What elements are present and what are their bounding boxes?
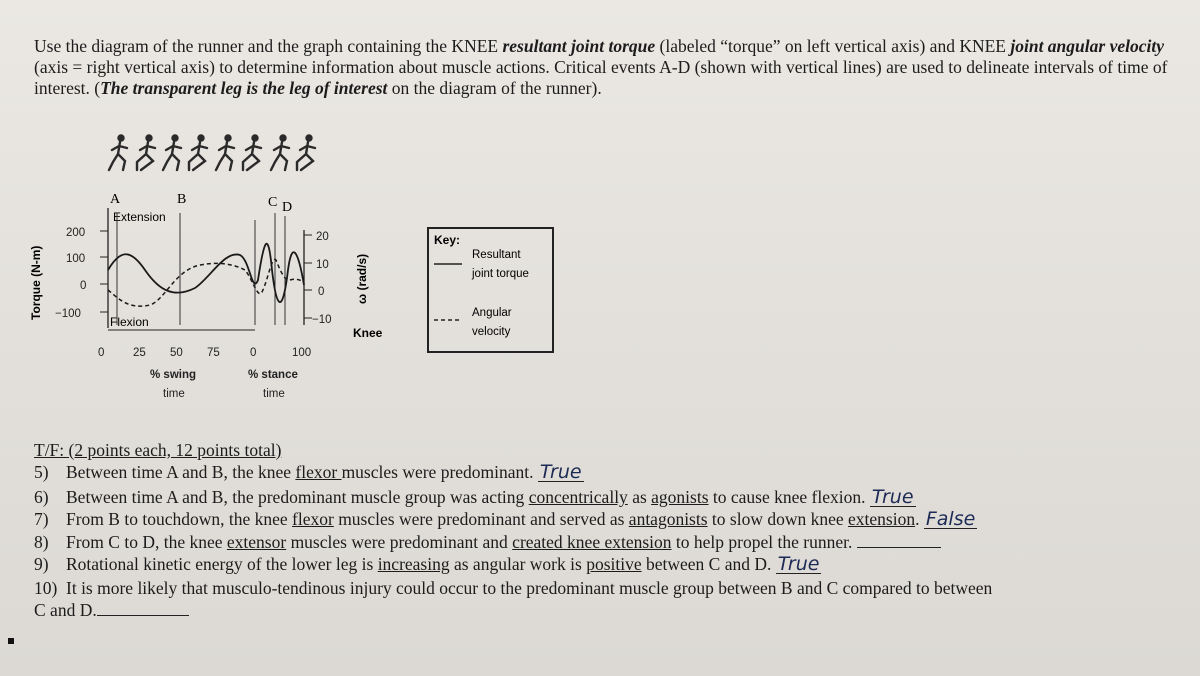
event-label-a: A (110, 192, 121, 207)
stance-label: % stance (248, 369, 298, 381)
right-tick-10: 10 (316, 259, 329, 271)
q6-text-a: Between time A and B, the predominant muscle group was acting (66, 487, 529, 507)
runner-figure (137, 135, 155, 170)
stance-axis (248, 347, 311, 400)
right-axis (304, 231, 332, 326)
event-label-d: D (282, 200, 293, 215)
left-tick-200: 200 (66, 227, 86, 239)
left-tick-100: 100 (66, 253, 86, 265)
question-8 (34, 532, 941, 553)
q7-text-c: to slow down knee (707, 509, 849, 529)
right-tick-0: 0 (318, 286, 325, 298)
q10-text-a: It is more likely that musculo-tendinous injury could occur to the predominant muscle group between B and C compared to between (66, 578, 993, 598)
q7-underline-1: flexor (292, 509, 334, 529)
q6-text-b: as (627, 487, 652, 507)
q5-answer[interactable]: True (539, 461, 582, 483)
instructions-paragraph (34, 36, 1184, 99)
q8-answer-blank[interactable] (857, 533, 941, 548)
swing-tick-50: 50 (170, 347, 183, 359)
extension-label: Extension (113, 210, 166, 224)
q9-underline-1: increasing (377, 554, 450, 574)
event-label-b: B (177, 192, 187, 207)
intro-part-4: on the diagram of the runner). (387, 78, 602, 98)
question-number: 8) (34, 532, 49, 552)
question-number: 9) (34, 554, 49, 574)
bullet-mark (8, 638, 14, 644)
question-5 (34, 462, 584, 483)
question-9 (34, 554, 821, 575)
q6-text-c: to cause knee flexion. (708, 487, 870, 507)
intro-emphasis-torque: resultant joint torque (502, 36, 656, 56)
q7-text-b: muscles were predominant and served as (333, 509, 629, 529)
legend-velocity-line2: velocity (472, 326, 511, 338)
q9-underline-2: positive (586, 554, 642, 574)
left-tick-0: 0 (80, 280, 87, 292)
q7-text-a: From B to touchdown, the knee (66, 509, 293, 529)
runner-figure (189, 135, 207, 170)
intro-emphasis-velocity: joint angular velocity (1010, 36, 1164, 56)
q9-text-c: between C and D. (641, 554, 772, 574)
stance-tick-100: 100 (292, 347, 312, 359)
right-tick-neg10: −10 (312, 314, 332, 326)
q8-text-b: muscles were predominant and (286, 532, 513, 552)
q8-underline-2: created knee extension (512, 532, 672, 552)
runner-figure (271, 135, 289, 170)
intro-part-1: Use the diagram of the runner and the graph containing the KNEE (34, 36, 503, 56)
runner-figure (243, 135, 261, 170)
q7-text-d: . (915, 509, 924, 529)
q6-answer[interactable]: True (871, 486, 914, 508)
swing-axis (98, 330, 255, 400)
q8-text-a: From C to D, the knee (66, 532, 227, 552)
knee-label: Knee (353, 326, 383, 340)
legend-box (428, 228, 553, 352)
question-number: 10) (34, 578, 58, 598)
swing-label: % swing (150, 369, 197, 381)
q5-text-a: Between time A and B, the knee (66, 462, 296, 482)
legend-torque-line2: joint torque (472, 268, 529, 280)
legend-torque-line1: Resultant (472, 249, 521, 261)
left-axis (55, 227, 108, 320)
runner-figure (109, 135, 127, 170)
stance-time-label: time (263, 388, 285, 400)
q10-answer-blank[interactable] (97, 601, 189, 616)
flexion-label: Flexion (110, 315, 149, 329)
swing-tick-25: 25 (133, 347, 146, 359)
q10-text-b: C and D. (34, 600, 97, 620)
right-axis-label: ω (rad/s) (355, 253, 369, 304)
q9-text-a: Rotational kinetic energy of the lower leg is (66, 554, 378, 574)
q6-underline-2: agonists (651, 487, 709, 507)
q9-answer[interactable]: True (777, 553, 820, 575)
question-number: 6) (34, 487, 49, 507)
knee-torque-figure (0, 120, 600, 420)
q7-underline-3: extension (848, 509, 916, 529)
question-10 (34, 578, 992, 599)
runner-diagram (109, 135, 315, 170)
question-number: 5) (34, 462, 49, 482)
question-number: 7) (34, 509, 49, 529)
runner-figure (297, 135, 315, 170)
stance-tick-0: 0 (250, 347, 257, 359)
q7-underline-2: antagonists (628, 509, 708, 529)
right-tick-20: 20 (316, 231, 329, 243)
intro-emphasis-leg: The transparent leg is the leg of interest (100, 78, 388, 98)
runner-figure (216, 135, 234, 170)
event-label-c: C (268, 195, 278, 210)
question-10-continued (34, 600, 189, 621)
q6-underline-1: concentrically (528, 487, 628, 507)
swing-time-label: time (163, 388, 185, 400)
left-axis-label: Torque (N-m) (29, 245, 43, 320)
intro-part-3: (axis = right vertical axis) to determine information about muscle actions. Critical events A-D (shown with vertical lines) are used to delineate intervals of time of interest. ( (34, 57, 1168, 98)
tf-heading: T/F: (2 points each, 12 points total) (34, 440, 282, 460)
swing-tick-75: 75 (207, 347, 220, 359)
q8-underline-1: extensor (226, 532, 287, 552)
q5-text-b: muscles were predominant. (341, 462, 538, 482)
q7-answer[interactable]: False (925, 508, 976, 530)
runner-figure (163, 135, 181, 170)
legend-title: Key: (434, 233, 461, 247)
q5-underline-1: flexor (295, 462, 342, 482)
question-7 (34, 509, 977, 530)
q8-text-c: to help propel the runner. (671, 532, 853, 552)
swing-tick-0: 0 (98, 347, 105, 359)
legend-velocity-line1: Angular (472, 307, 512, 319)
q9-text-b: as angular work is (449, 554, 587, 574)
left-tick-neg100: −100 (55, 308, 81, 320)
intro-part-2: (labeled “torque” on left vertical axis) and KNEE (655, 36, 1011, 56)
question-6 (34, 487, 916, 508)
